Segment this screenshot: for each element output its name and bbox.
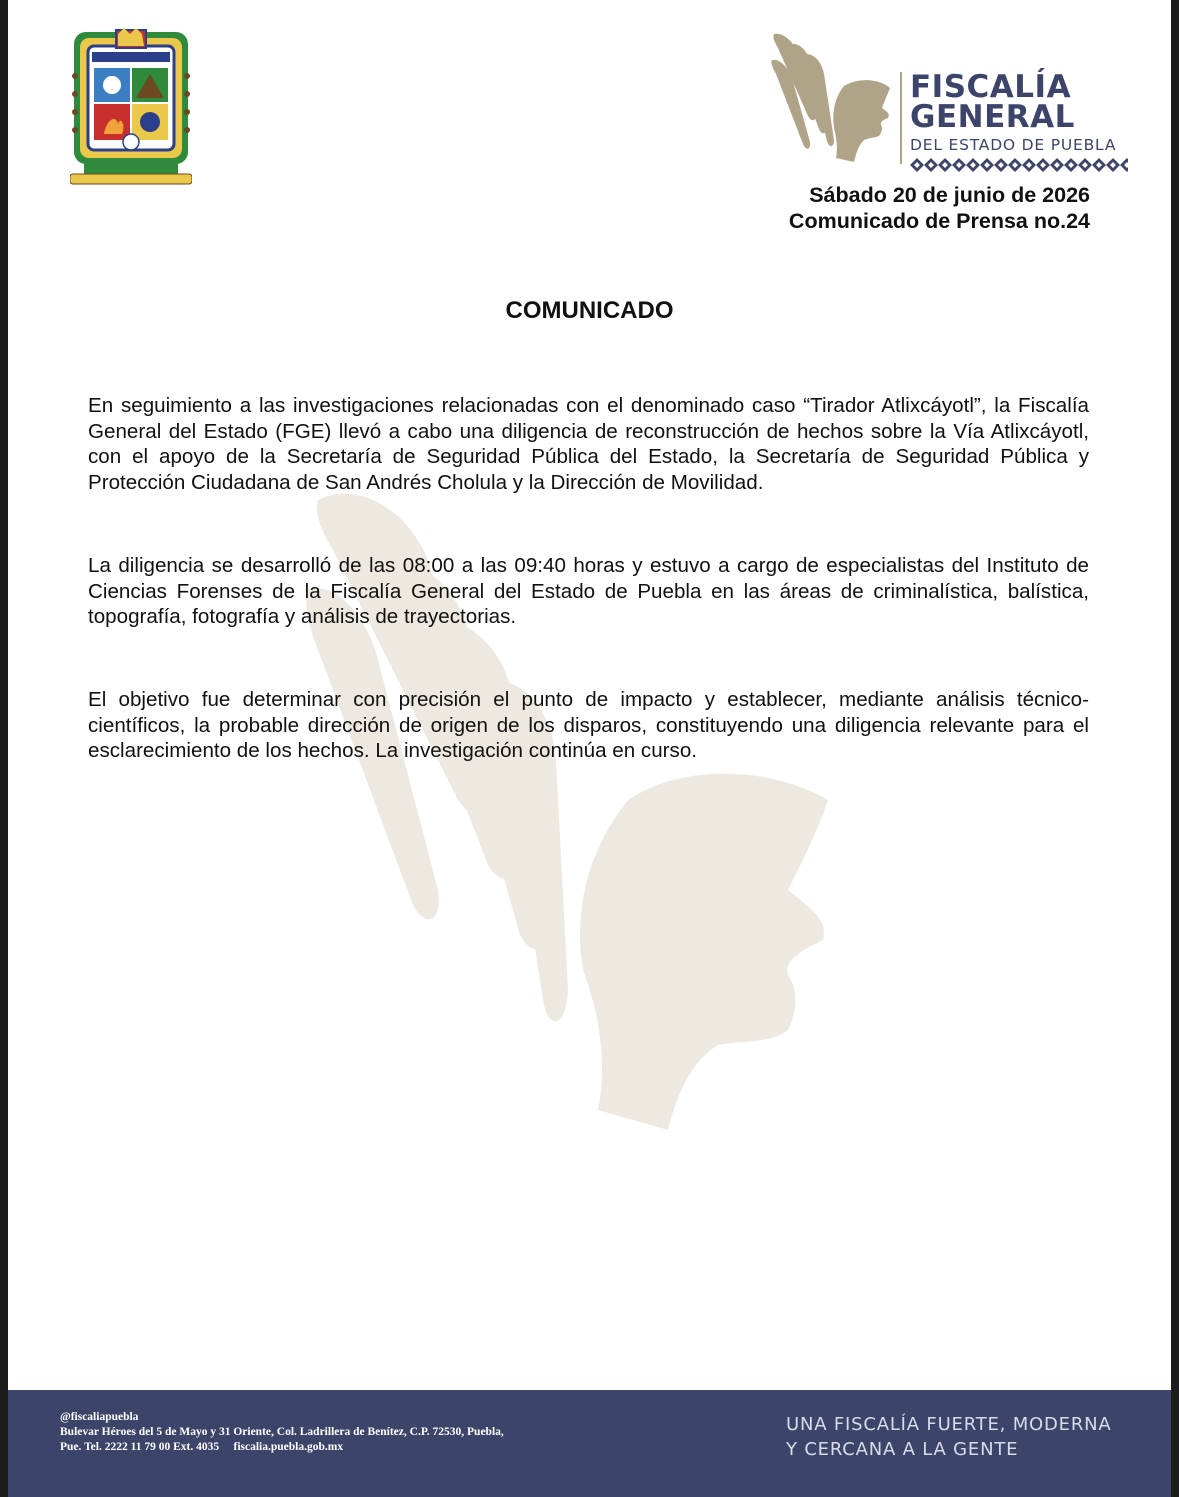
- body-paragraph-2: La diligencia se desarrolló de las 08:00 a las 09:40 horas y estuvo a cargo de especialistas del Instituto de Ciencias Forenses de la Fiscalía General del Estado de Puebla en las áreas de criminalística, balística, topografía, fotografía y análisis de trayectorias.: [88, 554, 1089, 628]
- footer-bar: [8, 1390, 1171, 1497]
- document-title: COMUNICADO: [505, 297, 674, 324]
- agency-wordmark: [910, 69, 1128, 172]
- puebla-state-seal-icon: [70, 28, 192, 186]
- press-release-page: [8, 0, 1171, 1497]
- release-meta: [789, 182, 1090, 234]
- ornament-pattern-icon: [910, 158, 1128, 172]
- agency-name-line1: FISCALÍA: [910, 69, 1072, 105]
- footer-contact: [60, 1410, 504, 1455]
- footer-website-link[interactable]: fiscalia.puebla.gob.mx: [233, 1441, 344, 1453]
- release-number: Comunicado de Prensa no.24: [788, 209, 1090, 233]
- footer-phone: Pue. Tel. 2222 11 79 00 Ext. 4035: [60, 1441, 220, 1453]
- body-paragraph-3: El objetivo fue determinar con precisión el punto de impacto y establecer, mediante análisis técnico-científicos, la probable dirección de origen de los disparos, constituyendo una diligencia relevante para el esclarecimiento de los hechos. La investigación continúa en curso.: [88, 688, 1089, 762]
- body-paragraph-1: En seguimiento a las investigaciones relacionadas con el denominado caso “Tirador Atlixcáyotl”, la Fiscalía General del Estado (FGE) llevó a cabo una diligencia de reconstrucción de hechos sobre la Vía Atlixcáyotl, con el apoyo de la Secretaría de Seguridad Pública del Estado, la Secretaría de Seguridad Pública y Protección Ciudadana de San Andrés Cholula y la Dirección de Movilidad.: [88, 394, 1089, 494]
- footer-address: Bulevar Héroes del 5 de Mayo y 31 Oriente, Col. Ladrillera de Benítez, C.P. 72530, Puebla,: [60, 1426, 504, 1438]
- slogan-line-1: UNA FISCALÍA FUERTE, MODERNA: [786, 1414, 1112, 1435]
- screen-edge: [1171, 0, 1179, 1497]
- agency-state-line: DEL ESTADO DE PUEBLA: [910, 136, 1117, 154]
- slogan-line-2: Y CERCANA A LA GENTE: [786, 1439, 1019, 1460]
- footer-slogan: [786, 1412, 1112, 1462]
- social-handle[interactable]: @fiscaliapuebla: [60, 1411, 139, 1423]
- agency-name-line2: GENERAL: [910, 99, 1075, 135]
- footer-phone-web: [60, 1440, 504, 1455]
- release-date: Sábado 20 de junio de 2026: [809, 183, 1090, 207]
